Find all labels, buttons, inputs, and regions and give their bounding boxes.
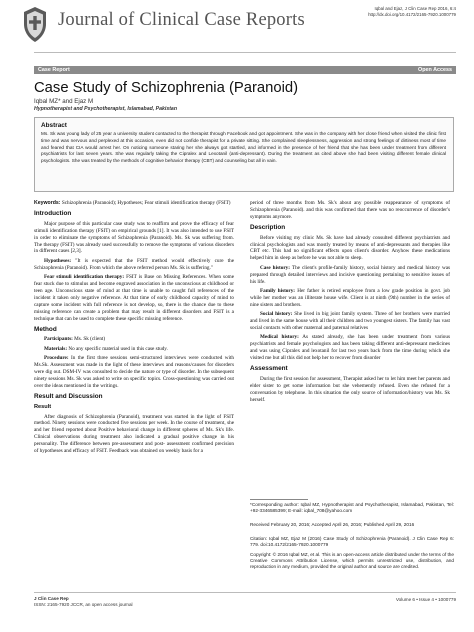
- hypotheses-paragraph: [34, 258, 234, 272]
- citation-note: Citation: Iqbal MZ, Ejaz M (2016) Case Study of Schizophrenia (Paranoid). J Clin Case Rep 6: 779. doi:10.4172/2165-7920.1000779: [250, 536, 454, 548]
- assessment-heading: Assessment: [250, 365, 288, 373]
- fsit-paragraph: [34, 274, 234, 322]
- medical-history-paragraph: [250, 334, 450, 362]
- citation-line: Iqbal and Ejaz, J Clin Case Rep 2016, 6:4: [374, 6, 456, 11]
- hypotheses-text: "It is expected that the FSIT method would effectively cure the Schizophrenia (Paranoid). From which the above referred person Ms. Sk is suffering.": [34, 257, 234, 271]
- header-meta: [306, 6, 456, 18]
- footer-volume: Volume 6 • Issue 4 • 1000779: [395, 597, 456, 602]
- family-history-label: Family history:: [260, 287, 296, 294]
- footer-journal-info: [34, 596, 133, 609]
- social-history-text: She lived in big joint family system. Three of her brothers were married and lived in the same house with all their children and two youngest sisters. The family has vast social contacts with other maternal and paternal relatives: [250, 311, 450, 331]
- copyright-note: Copyright: © 2016 Iqbal MZ, et al. This is an open-access article distributed under the terms of the Creative Commons Attribution License, which permits unrestricted use, distribution, and reproduction in any medium, provided the original author and source are credited.: [250, 552, 454, 570]
- materials-paragraph: [34, 346, 234, 353]
- fsit-text: FSIT is Base on Missing References. When some fear stuck due to stimulus and become engraved association in the unconscious at childhood or teen age. Unconscious state of mind at that time is unable to caught full references of the incident it taken only negative reference. At that time of early childhood capacity of mind to capture some incident with full reference is not develop, so, there is the chance due to these missing reference can create a problem that may result in different disorders and FSIT is a technique that can be used to complete these specific missing reference.: [34, 274, 234, 322]
- social-history-label: Social history:: [260, 311, 293, 318]
- case-history-paragraph: [250, 265, 450, 286]
- journal-title: Journal of Clinical Case Reports: [58, 10, 305, 30]
- fsit-label: Fear stimuli identification therapy:: [44, 274, 125, 281]
- procedure-paragraph: [34, 355, 234, 390]
- description-heading: Description: [250, 223, 286, 231]
- family-history-paragraph: [250, 288, 450, 309]
- header-divider: [34, 52, 456, 53]
- results-heading: Result and Discussion: [34, 392, 103, 400]
- footer-divider: [34, 592, 456, 593]
- journal-logo: [20, 4, 50, 44]
- case-report-label: Case Report: [38, 67, 70, 73]
- footer-journal-name: J Clin Case Rep: [34, 596, 69, 601]
- footnote-divider: [250, 499, 308, 500]
- keywords: [34, 200, 234, 207]
- description-paragraph: Before visiting my clinic Ms. Sk have had already consulted different psychiatrists and clinical psychologists and was mostly treated by means of anti-depressants and therapies like CBT etc. This had no significant effects upon client's disorder. Anyhow these medications helped him in sleep as before he was not able to sleep.: [250, 234, 450, 262]
- procedure-label: Procedure:: [44, 355, 69, 362]
- materials-text: No any specific material used in this case study.: [68, 345, 168, 352]
- result-paragraph: After diagnosis of Schizophrenia (Paranoid), treatment was started in the light of FSIT method. Ninety sessions were conducted five sessions per week. In the course of treatment, she and her friend reported about Positive behavioral change in different spheres of Ms. Sk's life. Clinical observations during treatment also indicated a gradual positive change in his personality. The difference between pre-assessment and post- assessment confirmed precision of hypotheses and efficacy of FSIT. Feedback was obtained on weekly basis for a: [34, 413, 234, 455]
- continued-paragraph: period of three months from Ms. Sk's about any possible reappearance of symptoms of Schizophrenia (Paranoid). and this was confirmed that there was no reoccurrence of disorder's symptoms anymore.: [250, 200, 450, 220]
- social-history-paragraph: [250, 311, 450, 332]
- introduction-heading: Introduction: [34, 209, 72, 217]
- family-history-text: Her father is retired employee from a low grade position in govt. job while her mother was an illiterate house wife. Client is at ninth (9th) number in the series of nine sisters and brothers.: [250, 287, 450, 308]
- materials-label: Materials:: [44, 345, 68, 352]
- case-history-label: Case history:: [260, 264, 290, 271]
- abstract-box: [34, 117, 454, 192]
- hypotheses-label: Hypotheses:: [44, 257, 72, 264]
- participants-paragraph: [34, 336, 234, 343]
- abstract-text: Ms. Sk was young lady of 25 year a university student contacted to the therapist through Facebook and got appointment. She was in the company with her close friend when visited the clinic first time and was nervous and perplexed at this occasion, even did not confide therapist for a private sitting. She complained sleeplessness, aggression and strong feelings of dirtiness most of time and feared that CIA would arrest her. On noticing someone staring her she always got startled, and informed in the presence of her friend that she has been under treatment from different psychiatrists for last seven years. She was regularly taking the Cipralex and Lexotanil (anti-depressant). During the treatment as cited above she had been visiting different female clinical psychologists. She was treated by the methods of cognitive behavior therapy (CBT) and counseling but all in vain.: [41, 131, 446, 164]
- procedure-text: In the first three sessions semi-structured interviews were conducted with Ms.Sk. Assessment was made in the light of these interviews and reasons/causes for disorders were dig out. DSM-IV was consulted to decide the nature or type of disorder. In the subsequent ninety sessions Ms. Sk was asked to write on specific topics. Cross-questioning was carried out over the ideas mentioned in the writings.: [34, 355, 234, 389]
- assessment-paragraph: During the first session for assessment, Therapist asked her to let him meet her parents and elder sister to get some information but she vehemently refused. Even she refused for a conversation by telephone. In this situation the only source of information/history was Ms. Sk herself.: [250, 375, 450, 403]
- medical-history-text: As stated already, she has been under treatment from various psychiatrists and female psychologists and has been taking different anti-depressant medicines and was using Cipralex and lexotanil for last two years back from the time during which she visited me but all this did not help her to recover from disorder: [250, 334, 451, 362]
- medical-history-label: Medical history:: [260, 334, 299, 341]
- doi-link[interactable]: http://dx.doi.org/10.4172/2165-7920.1000779: [368, 12, 456, 17]
- participants-text: Ms. Sk (client): [74, 336, 106, 343]
- authors: Iqbal MZ* and Ejaz M: [34, 98, 94, 105]
- left-column: [34, 200, 234, 458]
- keywords-label: Keywords:: [34, 200, 61, 206]
- open-access-label: Open Access: [418, 67, 452, 73]
- corresponding-author-note: *Corresponding author: Iqbal MZ, Hypnotherapist and Psychotherapist, Islamabad, Pakistan, Tel: +92-3346585399; E-mail: iqbal_708@yahoo.com: [250, 502, 454, 514]
- result-subheading: Result: [34, 403, 52, 410]
- footer-issn: ISSN: 2165-7920 JCCR, an open access journal: [34, 602, 133, 608]
- keywords-text: Schizophrenia (Paranoid); Hypotheses; Fear stimuli identification therapy (FSIT): [61, 200, 231, 206]
- article-title: Case Study of Schizophrenia (Paranoid): [34, 80, 299, 96]
- participants-label: Participants:: [44, 336, 73, 343]
- affiliation: Hypnotherapist and Psychotherapist, Islamabad, Pakistan: [34, 106, 177, 112]
- article-type-bar: [34, 66, 456, 74]
- right-column: [250, 200, 450, 406]
- case-history-text: The client's profile-family history, social history and medical history was prepared through detailed interviews and incisive questioning pertaining to sensitive issues of his life.: [250, 264, 451, 285]
- dates-note: Received February 20, 2016; Accepted April 26, 2016; Published April 29, 2016: [250, 522, 415, 527]
- intro-paragraph: Major purpose of this particular case study was to reaffirm and prove the efficacy of fear stimuli identification therapy (FSIT) on empirical grounds [1]. It was also intended to use FSIT in order to eliminate the symptoms of Schizophrenia (Paranoid). Ms. Sk was suffering from. The therapy (FSIT) was already used successfully to remove the symptoms of various disorders in different cases [2,3].: [34, 220, 234, 255]
- method-heading: Method: [34, 325, 57, 333]
- abstract-heading: Abstract: [41, 122, 67, 129]
